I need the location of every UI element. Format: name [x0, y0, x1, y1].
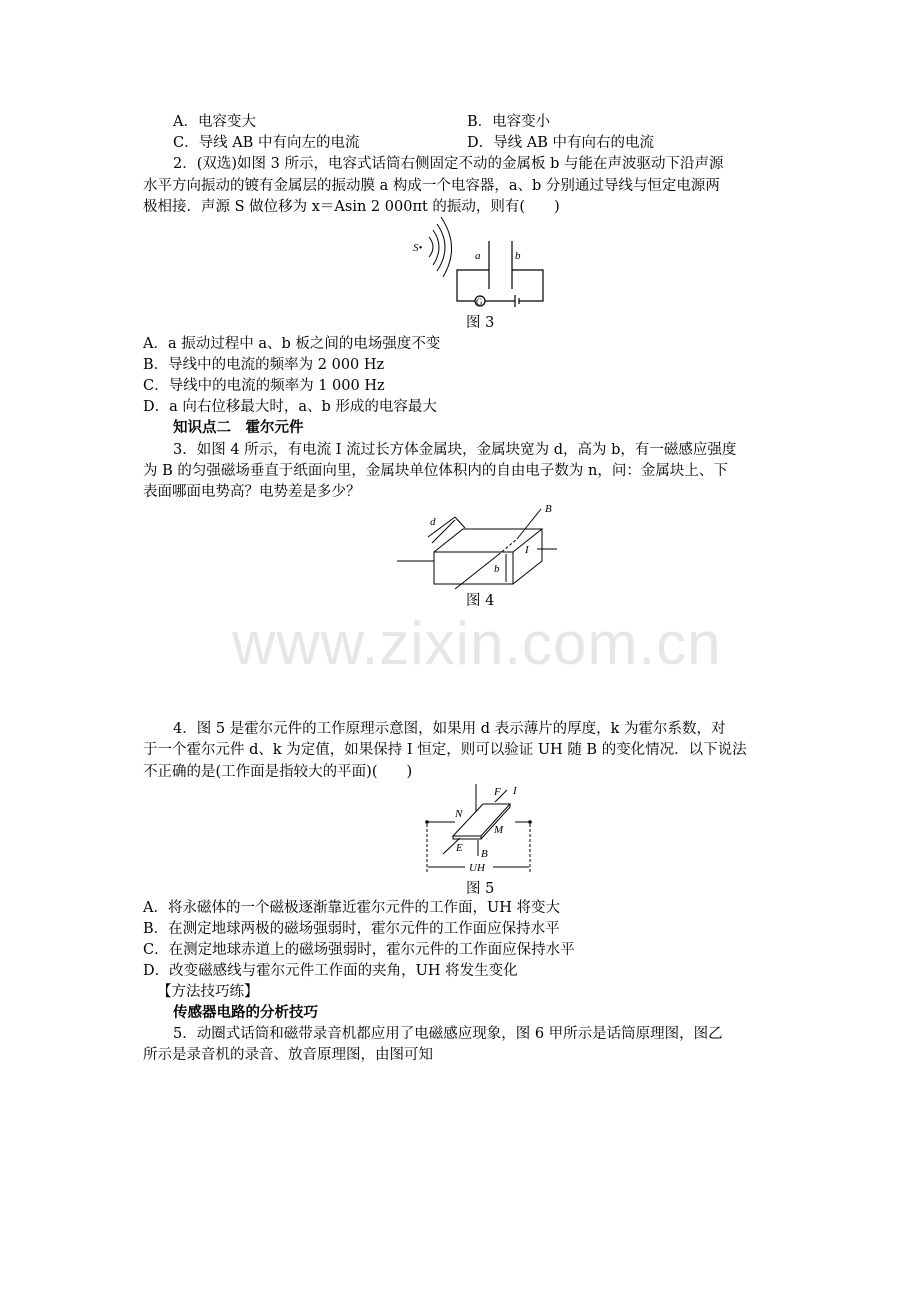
label-uh: UH: [469, 862, 485, 874]
q4-option-a: A．将永磁体的一个磁极逐渐靠近霍尔元件的工作面，UH 将变大: [143, 900, 560, 916]
figure-5-hall-element: [415, 782, 545, 878]
q2-option-c: C．导线中的电流的频率为 1 000 Hz: [143, 378, 385, 394]
q2-option-d: D．a 向右位移最大时，a、b 形成的电容最大: [143, 399, 437, 415]
field-b-label: B: [545, 503, 552, 515]
height-b-label: b: [494, 563, 500, 575]
method-title: 传感器电路的分析技巧: [173, 1004, 318, 1021]
q1-option-c: C．导线 AB 中有向左的电流: [173, 135, 360, 151]
source-s-label: S•: [413, 242, 423, 254]
label-b: B: [481, 848, 488, 860]
q3-line: 为 B 的匀强磁场垂直于纸面向里，金属块单位体积内的自由电子数为 n，问：金属块上、下: [143, 463, 728, 479]
galvanometer-label: G: [476, 297, 483, 307]
figure-4-metal-block: [395, 500, 570, 590]
q5-line: 所示是录音机的录音、放音原理图，由图可知: [143, 1047, 433, 1063]
q1-option-b: B．电容变小: [467, 114, 551, 130]
label-i: I: [513, 785, 517, 797]
figure-4-caption: 图 4: [466, 593, 495, 609]
q4-option-d: D．改变磁感线与霍尔元件工作面的夹角，UH 将发生变化: [143, 963, 518, 979]
width-d-label: d: [430, 516, 436, 528]
figure-5-caption: 图 5: [466, 881, 495, 897]
q1-option-d: D．导线 AB 中有向右的电流: [467, 135, 654, 151]
q3-line: 表面哪面电势高？电势差是多少？: [143, 484, 361, 500]
q2-option-a: A．a 振动过程中 a、b 板之间的电场强度不变: [143, 336, 441, 352]
q2-line: 水平方向振动的镀有金属层的振动膜 a 构成一个电容器，a、b 分别通过导线与恒定电源两: [143, 178, 720, 194]
q5-line: 5．动圈式话筒和磁带录音机都应用了电磁感应现象，图 6 甲所示是话筒原理图，图乙: [173, 1026, 723, 1042]
q2-option-b: B．导线中的电流的频率为 2 000 Hz: [143, 357, 385, 373]
method-heading: 【方法技巧练】: [157, 984, 259, 1000]
q1-option-a: A．电容变大: [173, 114, 256, 130]
label-n: N: [455, 808, 463, 820]
figure-3-capacitor-microphone: [405, 215, 555, 315]
q2-line: 2．(双选)如图 3 所示，电容式话筒右侧固定不动的金属板 b 与能在声波驱动下沿声源: [173, 156, 724, 172]
q4-option-c: C．在测定地球赤道上的磁场强弱时，霍尔元件的工作面应保持水平: [143, 942, 575, 958]
q4-option-b: B．在测定地球两极的磁场强弱时，霍尔元件的工作面应保持水平: [143, 921, 560, 937]
q4-line: 于一个霍尔元件 d、k 为定值，如果保持 I 恒定，则可以验证 UH 随 B 的变化情况．以下说法: [143, 742, 747, 758]
section-title: 知识点二 霍尔元件: [173, 419, 304, 436]
q4-line: 不正确的是(工作面是指较大的平面)( ): [143, 764, 413, 780]
q4-line: 4．图 5 是霍尔元件的工作原理示意图，如果用 d 表示薄片的厚度，k 为霍尔系数，对: [173, 721, 726, 737]
current-i-label: I: [525, 544, 529, 556]
plate-b-label: b: [515, 250, 521, 262]
label-f: F: [494, 786, 501, 798]
sound-wave-icon: [429, 217, 452, 277]
q3-line: 3．如图 4 所示，有电流 I 流过长方体金属块，金属块宽为 d，高为 b，有一磁感应强度: [173, 442, 737, 458]
label-m: M: [494, 824, 504, 836]
figure-3-caption: 图 3: [466, 315, 495, 331]
label-e: E: [456, 842, 463, 854]
plate-a-label: a: [475, 250, 481, 262]
q2-line: 极相接．声源 S 做位移为 x＝Asin 2 000πt 的振动，则有( ): [143, 199, 560, 215]
watermark: www.zixin.com.cn: [232, 610, 722, 677]
